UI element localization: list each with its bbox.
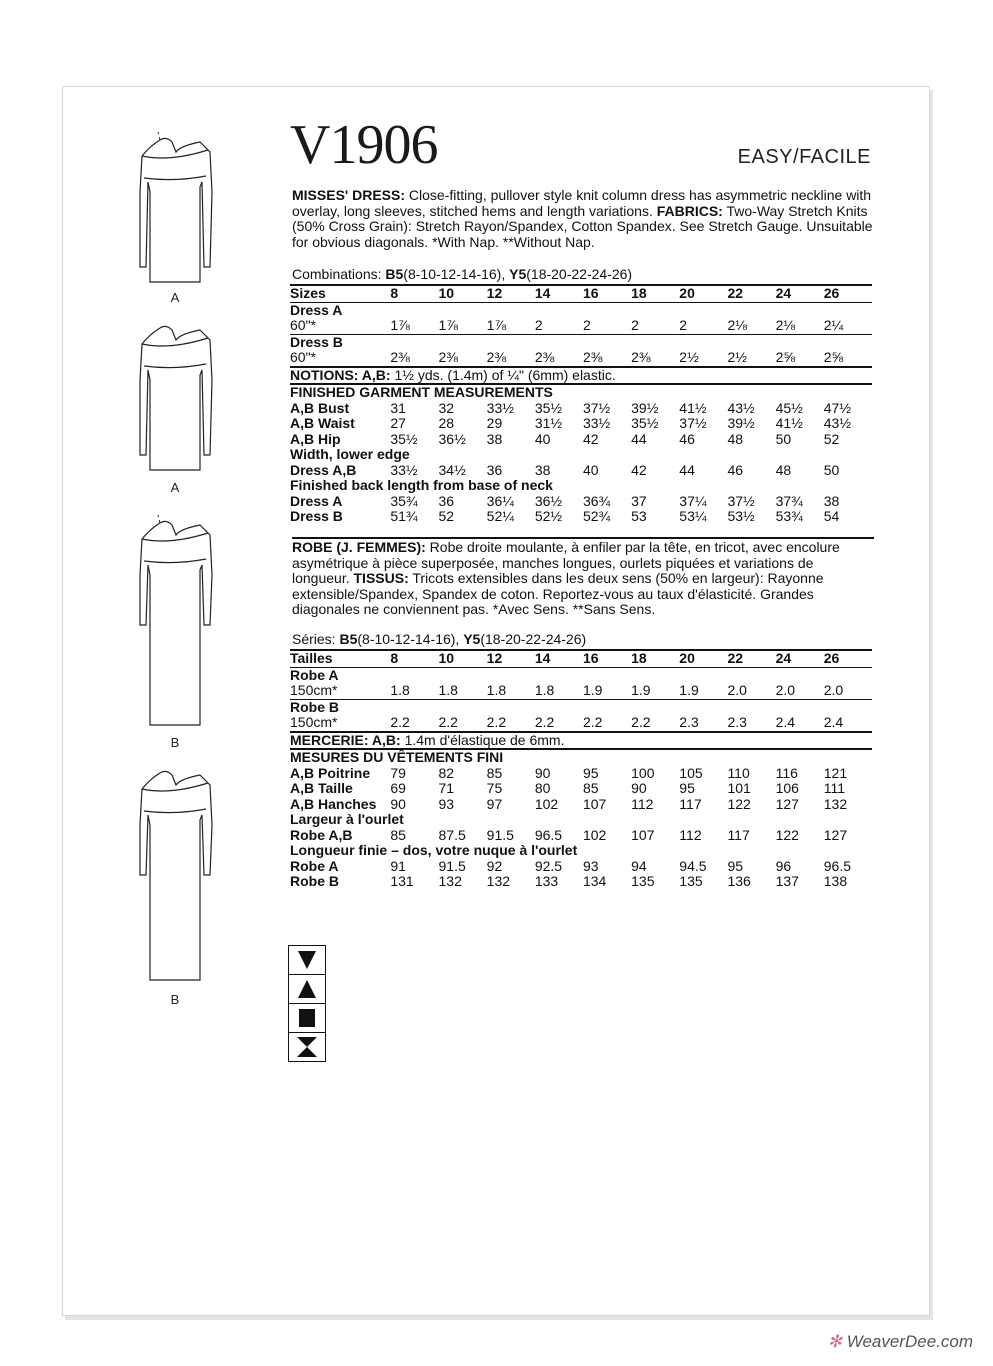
table-cell: 46	[727, 461, 744, 478]
table-cell: 39½	[631, 399, 659, 416]
table-cell: 100	[631, 764, 655, 781]
table-cell: 41½	[775, 415, 803, 431]
table-cell: 54	[823, 508, 840, 524]
table-cell: 29	[486, 415, 503, 431]
table-cell: 1⅞	[486, 317, 507, 333]
combinations-line: Combinations: B5(8-10-12-14-16), Y5(18-20-22-24-26)	[292, 266, 633, 282]
table-cell: 2.0	[727, 682, 747, 698]
table-cell: 106	[775, 780, 799, 796]
table-cell: 2.2	[534, 714, 555, 730]
table-cell: 45½	[775, 399, 803, 416]
table-cell: 2.2	[390, 714, 410, 730]
table-cell: 69	[390, 780, 406, 796]
table-cell: 24	[776, 650, 824, 667]
dress-a-yardage-row: 60"* 1⅞ 1⅞ 1⅞ 2 2 2 2 2⅛ 2⅛ 2¼	[290, 318, 872, 334]
table-cell: 2	[534, 317, 543, 333]
table-cell: 36	[438, 492, 455, 509]
sizes-row: Sizes 8 10 12 14 16 18 20 22 24 26	[290, 285, 872, 302]
table-cell: 135	[631, 873, 655, 889]
table-cell: 20	[679, 650, 727, 667]
table-cell: 134	[582, 873, 607, 889]
table-cell: 2⅜	[486, 349, 507, 365]
table-cell: 2.2	[631, 714, 651, 730]
table-cell: 28	[438, 415, 455, 431]
table-cell: 48	[775, 461, 792, 478]
length-a-row: Dress A 35¾ 36 36¼ 36½ 36¾ 37 37¼ 37½ 37¾ 38	[290, 494, 872, 510]
table-cell: 92.5	[534, 857, 563, 874]
fabrics-title: FABRICS:	[656, 202, 723, 219]
table-cell: 1⅞	[438, 317, 458, 333]
table-cell: 2.4	[823, 714, 844, 730]
table-cell: 18	[631, 285, 679, 302]
table-cell: 36¼	[486, 492, 514, 509]
table-cell: 2.3	[679, 714, 699, 730]
table-cell: 2⅝	[823, 349, 844, 365]
table-cell: 22	[727, 285, 775, 302]
table-cell: 136	[727, 873, 751, 889]
table-cell: 107	[582, 795, 607, 812]
finished-measurements-title-row: FINISHED GARMENT MEASUREMENTS	[290, 384, 872, 401]
table-cell: 101	[727, 780, 751, 796]
taille-row: A,B Taille 69 71 75 80 85 90 95 101 106 111	[290, 781, 872, 797]
table-cell: 2	[582, 317, 591, 333]
table-cell: 50	[775, 430, 792, 447]
robe-a-header-row: Robe A	[290, 667, 872, 683]
table-cell: 122	[727, 795, 751, 812]
table-cell: 91	[390, 857, 406, 874]
table-cell: 132	[438, 873, 462, 889]
table-cell: 97	[486, 795, 503, 812]
robe-b-metrage-row: 150cm* 2.2 2.2 2.2 2.2 2.2 2.2 2.3 2.3 2.4 2.4	[290, 715, 872, 732]
table-cell: 135	[679, 873, 703, 889]
table-cell: 133	[534, 873, 559, 889]
table-cell: 46	[679, 430, 695, 447]
table-cell: 35½	[390, 430, 418, 447]
table-cell: 96.5	[823, 857, 851, 874]
english-description	[292, 188, 876, 250]
french-description-title: ROBE (J. FEMMES):	[292, 539, 426, 555]
table-cell: 10	[439, 650, 487, 667]
french-description	[292, 537, 874, 618]
description-text: Close-fitting, pullover style knit column dress has asymmetric neckline with overlay, long sleeves, stitched hems and length variations.	[292, 187, 872, 219]
sketch-label-b2: B	[170, 992, 180, 1007]
table-cell: 48	[727, 430, 744, 447]
table-cell: 37½	[727, 492, 755, 509]
table-cell: 1.8	[486, 682, 507, 698]
table-cell: 122	[775, 826, 799, 843]
fabrics-text: Two-Way Stretch Knits (50% Cross Grain): Stretch Rayon/Spandex, Cotton Spandex. See Stretch Gauge. Unsuitable for obvious diagonals. *With Nap. **Without Nap.	[292, 202, 873, 250]
longueur-b-row: Robe B 131 132 132 133 134 135 135 136 137 138	[290, 874, 872, 890]
table-cell: 1⅞	[390, 317, 410, 333]
table-cell: 75	[486, 780, 503, 796]
table-cell: 127	[823, 826, 848, 843]
table-cell: 36½	[438, 430, 466, 447]
table-cell: 116	[775, 764, 798, 781]
table-cell: 2¼	[823, 317, 844, 333]
table-cell: 2⅜	[631, 349, 651, 365]
table-cell: 2.0	[823, 682, 844, 698]
table-cell: 37½	[582, 399, 611, 416]
table-cell: 131	[390, 873, 414, 889]
table-cell: 94.5	[679, 857, 707, 874]
table-cell: 107	[631, 826, 655, 843]
table-cell: 87.5	[438, 826, 466, 843]
table-cell: 33½	[486, 399, 514, 416]
table-cell: 52	[823, 430, 840, 447]
table-cell: 38	[823, 492, 840, 509]
table-cell: 20	[679, 285, 727, 302]
table-cell: 2.3	[727, 714, 747, 730]
table-cell: 16	[583, 650, 631, 667]
table-cell: 2⅜	[534, 349, 555, 365]
table-cell: 1.9	[631, 682, 651, 698]
table-cell: 2.4	[775, 714, 796, 730]
table-cell: 90	[534, 764, 551, 781]
table-cell: 14	[535, 650, 583, 667]
table-cell: 112	[631, 795, 654, 812]
table-cell: 42	[631, 461, 647, 478]
largeur-title-row: Largeur à l'ourlet	[290, 811, 404, 827]
brand-icon: ✻	[827, 1332, 842, 1351]
table-cell: 2.2	[438, 714, 458, 730]
french-fabrics-title: TISSUS:	[353, 570, 409, 586]
table-cell: 43½	[727, 399, 755, 416]
width-title-row: Width, lower edge	[290, 446, 410, 462]
table-cell: 92	[486, 857, 503, 874]
table-cell: 1.8	[390, 682, 410, 698]
table-cell: 96.5	[534, 826, 563, 843]
table-cell: 71	[438, 780, 455, 796]
table-cell: 39½	[727, 415, 755, 431]
series-line: Séries: B5(8-10-12-14-16), Y5(18-20-22-24-26)	[292, 631, 587, 647]
table-cell: 110	[727, 764, 750, 781]
triangle-down-icon	[289, 946, 325, 975]
sketch-label-a2: A	[170, 480, 180, 495]
poitrine-row: A,B Poitrine 79 82 85 90 95 100 105 110 116 121	[290, 766, 872, 782]
table-cell: 34½	[438, 461, 466, 478]
hip-row: A,B Hip 35½ 36½ 38 40 42 44 46 48 50 52	[290, 432, 872, 448]
table-cell: 132	[823, 795, 848, 812]
difficulty-label: EASY/FACILE	[737, 146, 871, 168]
table-cell: 38	[486, 430, 503, 447]
dress-b-header-row: Dress B	[290, 334, 872, 350]
french-fabrics-text: Tricots extensibles dans les deux sens (50% en largeur): Rayonne extensible/Spandex, Spandex de coton. Reportez-vous au taux d'élasticité. Grandes diagonales ne conviennent pas. *Avec Sens. **Sans Sens.	[292, 570, 824, 617]
table-cell: 36½	[534, 492, 563, 509]
table-cell: 35½	[631, 415, 659, 431]
robe-b-header-row: Robe B	[290, 699, 872, 715]
table-cell: 1.9	[679, 682, 699, 698]
table-cell: 52	[438, 508, 455, 524]
table-cell: 82	[438, 764, 455, 781]
table-cell: 37½	[679, 415, 707, 431]
table-cell: 138	[823, 873, 848, 889]
table-cell: 53¼	[679, 508, 707, 524]
table-cell: 43½	[823, 415, 851, 431]
longueur-title-row: Longueur finie – dos, votre nuque à l'ourlet	[290, 842, 578, 858]
table-cell: 53½	[727, 508, 755, 524]
waist-row: A,B Waist 27 28 29 31½ 33½ 35½ 37½ 39½ 41½ 43½	[290, 416, 872, 432]
table-cell: 95	[727, 857, 744, 874]
table-cell: 95	[679, 780, 695, 796]
table-cell: 31	[390, 399, 406, 416]
table-cell: 2.2	[582, 714, 603, 730]
table-cell: 10	[439, 285, 487, 302]
french-description-text: Robe droite moulante, à enfiler par la tête, en tricot, avec encolure asymétrique à pièce superposée, manches longues, ourlets piquées et variations de longueur.	[292, 539, 840, 586]
table-cell: 41½	[679, 399, 707, 416]
table-cell: 96	[775, 857, 792, 874]
table-cell: 31½	[534, 415, 563, 431]
table-cell: 36¾	[582, 492, 611, 509]
table-cell: 35½	[534, 399, 563, 416]
table-cell: 35¾	[390, 492, 418, 509]
table-cell: 33½	[582, 415, 611, 431]
table-cell: 26	[824, 285, 872, 302]
table-cell: 18	[631, 650, 679, 667]
hourglass-icon	[289, 1033, 325, 1061]
bust-row: A,B Bust 31 32 33½ 35½ 37½ 39½ 41½ 43½ 45½ 47½	[290, 401, 872, 417]
table-cell: 44	[679, 461, 695, 478]
table-cell: 37	[631, 492, 647, 509]
table-cell: 37¼	[679, 492, 707, 509]
table-cell: 53	[631, 508, 647, 524]
table-cell: 94	[631, 857, 647, 874]
table-cell: 91.5	[486, 826, 514, 843]
table-cell: 2⅜	[438, 349, 458, 365]
table-cell: 112	[679, 826, 702, 843]
table-cell: 1.8	[534, 682, 555, 698]
dress-sketch-b-front	[120, 515, 230, 730]
table-cell: 1.8	[438, 682, 458, 698]
table-cell: 102	[534, 795, 559, 812]
notions-row: NOTIONS: A,B: 1½ yds. (1.4m) of ¼" (6mm) elastic.	[290, 367, 872, 385]
table-cell: 127	[775, 795, 799, 812]
table-cell: 52¼	[486, 508, 514, 524]
table-cell: 90	[390, 795, 406, 812]
table-cell: 2⅛	[727, 317, 747, 333]
triangle-up-icon	[289, 975, 325, 1004]
table-cell: 2	[631, 317, 639, 333]
dress-a-header-row: Dress A	[290, 302, 872, 318]
robe-a-metrage-row: 150cm* 1.8 1.8 1.8 1.8 1.9 1.9 1.9 2.0 2.0 2.0	[290, 683, 872, 699]
table-cell: 2½	[727, 349, 747, 365]
longueur-a-row: Robe A 91 91.5 92 92.5 93 94 94.5 95 96 96.5	[290, 859, 872, 875]
mesures-title-row: MESURES DU VÊTEMENTS FINI	[290, 749, 872, 766]
table-cell: 90	[631, 780, 647, 796]
table-cell: 2⅜	[390, 349, 410, 365]
description-title: MISSES' DRESS:	[292, 187, 406, 203]
table-cell: 16	[583, 285, 631, 302]
table-cell: 36	[486, 461, 503, 478]
table-cell: 27	[390, 415, 406, 431]
width-row: Dress A,B 33½ 34½ 36 38 40 42 44 46 48 50	[290, 463, 872, 479]
pattern-number: V1906	[290, 114, 438, 176]
table-cell: 32	[438, 399, 455, 416]
pattern-symbols	[288, 945, 326, 1062]
table-cell: 85	[582, 780, 599, 796]
mercerie-row: MERCERIE: A,B: 1.4m d'élastique de 6mm.	[290, 732, 872, 750]
table-cell: 40	[582, 461, 599, 478]
length-b-row: Dress B 51¾ 52 52¼ 52½ 52¾ 53 53¼ 53½ 53¾ 54	[290, 509, 872, 525]
table-cell: 117	[679, 795, 702, 812]
table-cell: 12	[487, 285, 535, 302]
table-cell: 85	[486, 764, 503, 781]
square-icon	[289, 1004, 325, 1033]
table-cell: 132	[486, 873, 511, 889]
largeur-row: Robe A,B 85 87.5 91.5 96.5 102 107 112 117 122 127	[290, 828, 872, 844]
table-cell: 93	[438, 795, 455, 812]
table-cell: 2.2	[486, 714, 507, 730]
hanches-row: A,B Hanches 90 93 97 102 107 112 117 122 127 132	[290, 797, 872, 813]
brand-watermark: ✻ WeaverDee.com	[827, 1332, 973, 1351]
dress-b-yardage-row: 60"* 2⅜ 2⅜ 2⅜ 2⅜ 2⅜ 2⅜ 2½ 2½ 2⅝ 2⅝	[290, 350, 872, 367]
sketch-label-a1: A	[170, 290, 180, 305]
table-cell: 26	[824, 650, 872, 667]
table-cell: 38	[534, 461, 551, 478]
table-cell: 8	[390, 285, 438, 302]
tailles-row: Tailles 8 10 12 14 16 18 20 22 24 26	[290, 650, 872, 667]
table-cell: 111	[823, 780, 846, 796]
table-cell: 121	[823, 764, 848, 781]
table-cell: 137	[775, 873, 799, 889]
table-cell: 52¾	[582, 508, 611, 524]
table-cell: 53¾	[775, 508, 803, 524]
table-cell: 85	[390, 826, 406, 843]
table-cell: 44	[631, 430, 647, 447]
table-cell: 2⅝	[775, 349, 796, 365]
french-metrage-table	[290, 649, 872, 890]
table-cell: 93	[582, 857, 599, 874]
sketch-label-b1: B	[170, 735, 180, 750]
table-cell: 24	[776, 285, 824, 302]
table-cell: 1.9	[582, 682, 603, 698]
table-cell: 52½	[534, 508, 563, 524]
table-cell: 47½	[823, 399, 851, 416]
table-cell: 14	[535, 285, 583, 302]
table-cell: 102	[582, 826, 607, 843]
table-cell: 80	[534, 780, 551, 796]
table-cell: 2⅛	[775, 317, 796, 333]
table-cell: 22	[727, 650, 775, 667]
table-cell: 12	[487, 650, 535, 667]
table-cell: 91.5	[438, 857, 466, 874]
english-yardage-table	[290, 284, 872, 525]
table-cell: 79	[390, 764, 406, 781]
table-cell: 2	[679, 317, 688, 333]
table-cell: 105	[679, 764, 703, 781]
table-cell: 42	[582, 430, 599, 447]
table-cell: 51¾	[390, 508, 418, 524]
table-cell: 37¾	[775, 492, 803, 509]
length-title-row: Finished back length from base of neck	[290, 477, 553, 493]
table-cell: 117	[727, 826, 750, 843]
dress-sketch-b-back	[120, 765, 230, 985]
table-cell: 95	[582, 764, 599, 781]
table-cell: 2⅜	[582, 349, 603, 365]
table-cell: 40	[534, 430, 551, 447]
table-cell: 8	[390, 650, 438, 667]
table-cell: 50	[823, 461, 840, 478]
table-cell: 2½	[679, 349, 699, 365]
table-cell: 2.0	[775, 682, 796, 698]
table-cell: 33½	[390, 461, 418, 478]
